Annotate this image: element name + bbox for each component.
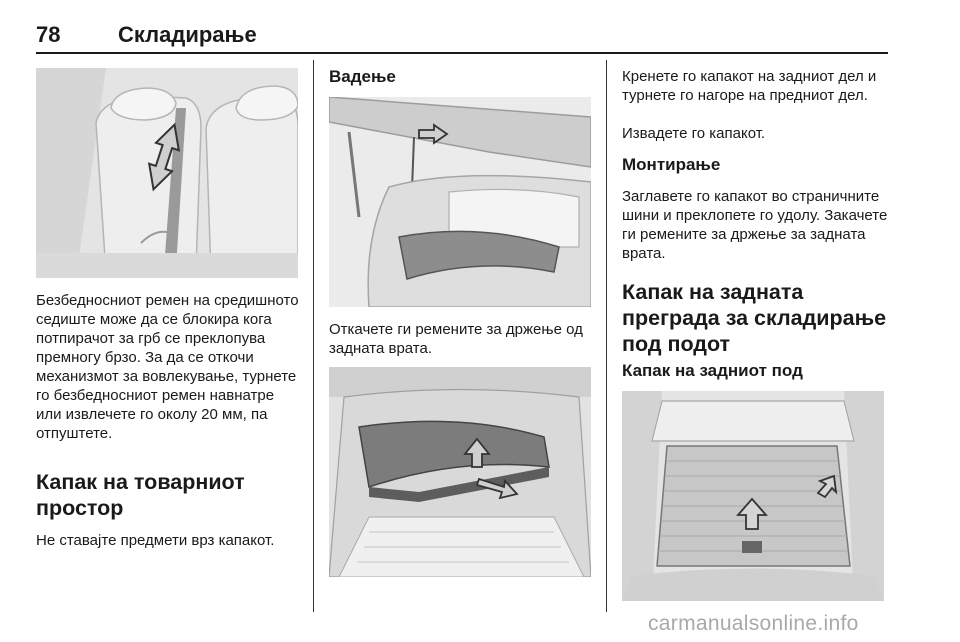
page-title: Складирање: [118, 22, 257, 47]
column-divider: [313, 60, 314, 612]
lift-instruction: Кренете го капакот на задниот дел и турнете го нагоре на предниот дел.: [622, 68, 877, 104]
section-heading-cargo-cover: Капак на товарниот простор: [36, 470, 245, 520]
header-rule: [36, 52, 888, 54]
page-number: 78: [36, 22, 61, 47]
cargo-cover-illustration: [329, 367, 591, 577]
take-out-instruction: Извадете го капакот.: [622, 125, 766, 142]
subheading-removal: Вадење: [329, 67, 396, 86]
cargo-cover-note: Не ставајте предмети врз капакот.: [36, 532, 275, 549]
tailgate-illustration: [329, 97, 591, 307]
installation-instruction: Заглавете го капакот во страничните шини и преклопете го удолу. Закачете ги ремените за држење за задната врата.: [622, 188, 888, 262]
section-heading-underfloor-cover: Капак на задната преграда за складирање под подот: [622, 280, 887, 356]
subheading-rear-floor-cover: Капак на задниот под: [622, 361, 803, 380]
subheading-installation: Монтирање: [622, 155, 721, 174]
column-divider: [606, 60, 607, 612]
watermark: carmanualsonline.info: [648, 612, 859, 635]
seatbelt-illustration: [36, 68, 298, 278]
removal-instruction: Откачете ги ремените за држење од задната врата.: [329, 321, 583, 357]
rear-floor-cover-illustration: [622, 391, 884, 601]
seatbelt-caption: Безбедносниот ремен на средишното седиште може да се блокира кога потпирачот за грб се преклопува премногу брзо. За да се откочи механизмот за вовлекување, турнете го безбедносниот ремен навнатре или извлечете го околу 20 мм, па отпуштете.: [36, 292, 299, 442]
